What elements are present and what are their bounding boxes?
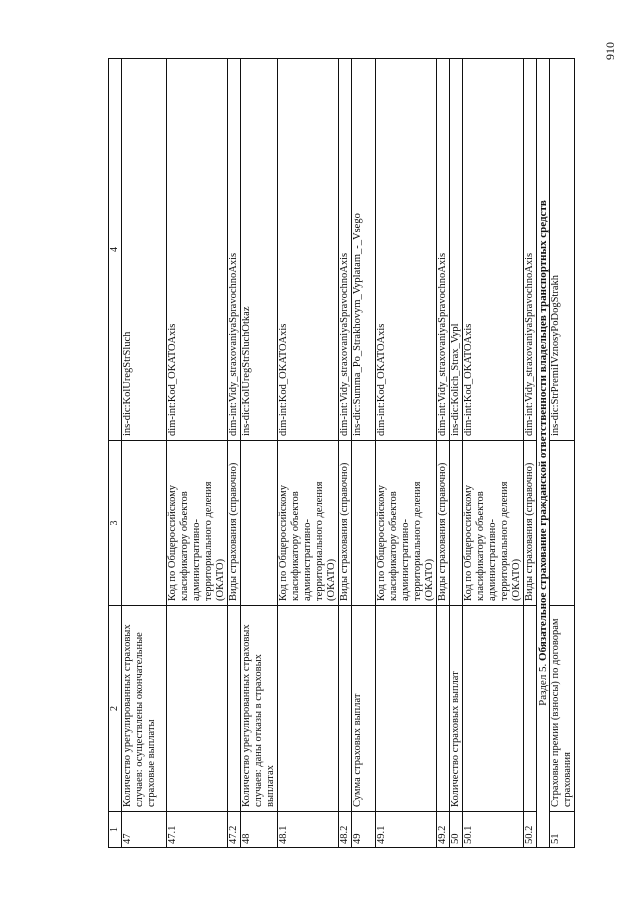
table-row [278, 59, 339, 848]
indicator-name [167, 606, 228, 812]
element-identifier: dim-int:Vidy_straxovaniyaSpravochnoAxis [228, 59, 241, 441]
row-number: 49 [352, 812, 376, 848]
rotated-page-content [108, 58, 578, 848]
dimension-label: Виды страхования (справочно) [437, 441, 450, 606]
table-row [437, 59, 450, 848]
row-number: 48.1 [278, 812, 339, 848]
page-number: 910 [603, 42, 617, 60]
dimension-label: Код по Общероссийскому класификатору объектов административно-территориального деления (ОКАТО) [463, 441, 524, 606]
indicator-name: Количество страховых выплат [450, 606, 463, 812]
indicator-name [376, 606, 437, 812]
section-title: Обязательное страхование гражданской ответственности владельцев транспортных средств [537, 200, 549, 661]
indicator-name [437, 606, 450, 812]
column-header-1: 1 [109, 812, 122, 848]
element-identifier: dim-int:Vidy_straxovaniyaSpravochnoAxis [339, 59, 352, 441]
column-header-2: 2 [109, 606, 122, 812]
dimension-label: Виды страхования (справочно) [228, 441, 241, 606]
row-number: 50 [450, 812, 463, 848]
dimension-label [241, 441, 278, 606]
dimension-label: Виды страхования (справочно) [339, 441, 352, 606]
element-identifier: dim-int:Kod_OKATOAxis [278, 59, 339, 441]
element-identifier: dim-int:Kod_OKATOAxis [376, 59, 437, 441]
dimension-label: Код по Общероссийскому класификатору объектов административно-территориального деления (ОКАТО) [376, 441, 437, 606]
indicator-name: Количество урегулированных страховых случаев: осуществлены окончательные страховые выплаты [122, 606, 167, 812]
table-row [524, 59, 537, 848]
dimension-label: Код по Общероссийскому класификатору объектов административно-территориального деления (ОКАТО) [167, 441, 228, 606]
indicator-name [278, 606, 339, 812]
indicator-name [228, 606, 241, 812]
row-number: 51 [550, 812, 575, 848]
row-number: 48 [241, 812, 278, 848]
indicator-name [463, 606, 524, 812]
indicator-name [524, 606, 537, 812]
column-header-4: 4 [109, 59, 122, 441]
element-identifier: ins-dic:KolUregStrSluch [122, 59, 167, 441]
table-row [376, 59, 437, 848]
table-row [122, 59, 167, 848]
table-row [228, 59, 241, 848]
table-row [339, 59, 352, 848]
dimension-label [450, 441, 463, 606]
row-number: 47.1 [167, 812, 228, 848]
element-identifier: ins-dic:StrPremiIVznosyPoDogStrakh [550, 59, 575, 441]
dimension-label [352, 441, 376, 606]
table-row [550, 59, 575, 848]
row-number: 49.1 [376, 812, 437, 848]
table-row [167, 59, 228, 848]
element-identifier: ins-dic:Summa_Po_Strakhovym_Vyplatam_-_Vsego [352, 59, 376, 441]
row-number: 50.2 [524, 812, 537, 848]
element-identifier: ins-dic:KolUregStrSluchOtkaz [241, 59, 278, 441]
table-row [450, 59, 463, 848]
section-heading [537, 59, 550, 848]
element-identifier: dim-int:Vidy_straxovaniyaSpravochnoAxis [437, 59, 450, 441]
dimension-label: Виды страхования (справочно) [524, 441, 537, 606]
table-row [352, 59, 376, 848]
header-row [109, 59, 122, 848]
column-header-3: 3 [109, 441, 122, 606]
indicator-name: Сумма страховых выплат [352, 606, 376, 812]
section-heading-row [537, 59, 550, 848]
row-number: 47.2 [228, 812, 241, 848]
element-identifier: dim-int:Kod_OKATOAxis [167, 59, 228, 441]
element-identifier: dim-int:Kod_OKATOAxis [463, 59, 524, 441]
row-number: 48.2 [339, 812, 352, 848]
dimension-label: Код по Общероссийскому класификатору объектов административно-территориального деления (ОКАТО) [278, 441, 339, 606]
row-number: 49.2 [437, 812, 450, 848]
indicator-table [108, 58, 575, 848]
dimension-label [122, 441, 167, 606]
indicator-name [339, 606, 352, 812]
indicator-name: Страховые премии (взносы) по договорам страхования [550, 606, 575, 812]
element-identifier: dim-int:Vidy_straxovaniyaSpravochnoAxis [524, 59, 537, 441]
indicator-name: Количество урегулированных страховых случаев: даны отказы в страховых выплатах [241, 606, 278, 812]
table-row [463, 59, 524, 848]
element-identifier: ins-dic:Kolich_Strax_Vypl [450, 59, 463, 441]
section-prefix: Раздел 5. [537, 660, 549, 706]
dimension-label [550, 441, 575, 606]
row-number: 50.1 [463, 812, 524, 848]
row-number: 47 [122, 812, 167, 848]
table-row [241, 59, 278, 848]
